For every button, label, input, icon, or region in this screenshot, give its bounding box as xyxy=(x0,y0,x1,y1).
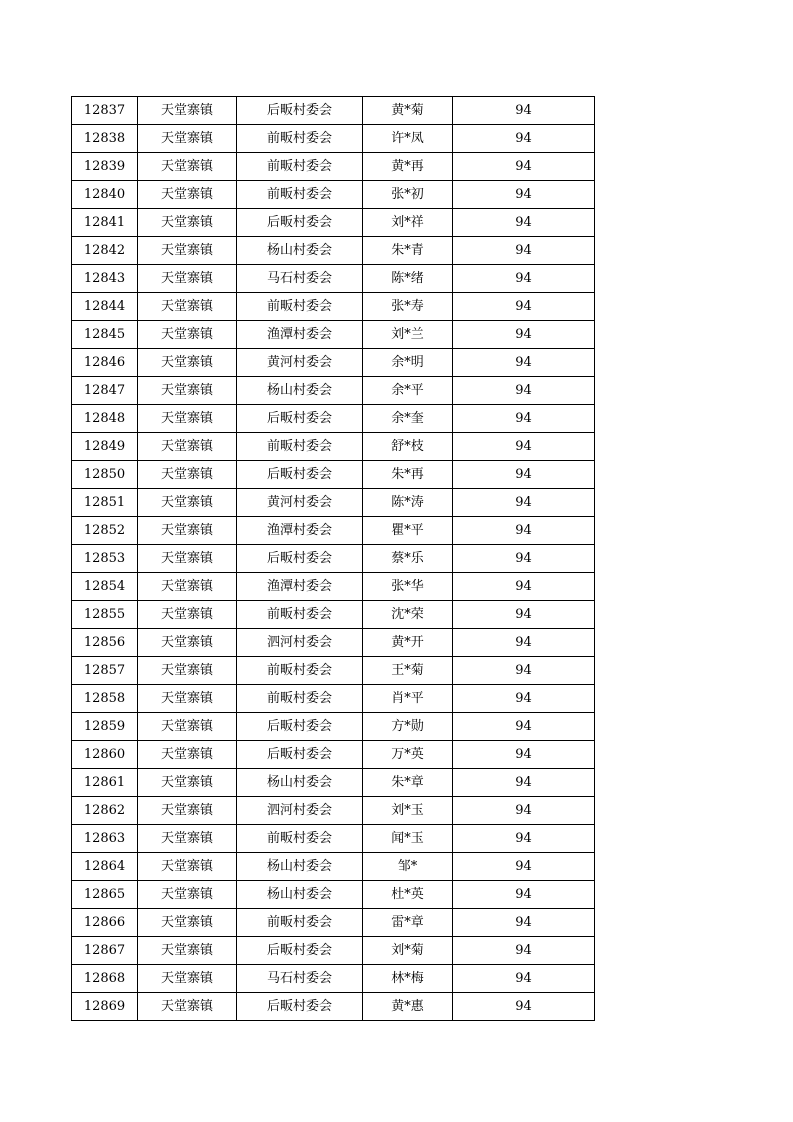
cell-id: 12841 xyxy=(72,209,138,237)
table-row xyxy=(72,937,595,965)
cell-score: 94 xyxy=(453,965,595,993)
cell-village: 马石村委会 xyxy=(237,265,363,293)
cell-village: 后畈村委会 xyxy=(237,741,363,769)
cell-id: 12860 xyxy=(72,741,138,769)
cell-village: 前畈村委会 xyxy=(237,181,363,209)
cell-id: 12866 xyxy=(72,909,138,937)
cell-town: 天堂寨镇 xyxy=(138,881,237,909)
cell-id: 12853 xyxy=(72,545,138,573)
cell-score: 94 xyxy=(453,405,595,433)
table-row xyxy=(72,461,595,489)
cell-id: 12851 xyxy=(72,489,138,517)
table-row xyxy=(72,97,595,125)
cell-town: 天堂寨镇 xyxy=(138,853,237,881)
cell-id: 12846 xyxy=(72,349,138,377)
cell-score: 94 xyxy=(453,629,595,657)
cell-id: 12859 xyxy=(72,713,138,741)
cell-name: 张*寿 xyxy=(363,293,453,321)
cell-score: 94 xyxy=(453,825,595,853)
cell-village: 泗河村委会 xyxy=(237,797,363,825)
cell-name: 余*明 xyxy=(363,349,453,377)
cell-score: 94 xyxy=(453,97,595,125)
table-row xyxy=(72,237,595,265)
cell-village: 后畈村委会 xyxy=(237,461,363,489)
table-row xyxy=(72,181,595,209)
cell-name: 蔡*乐 xyxy=(363,545,453,573)
cell-score: 94 xyxy=(453,685,595,713)
cell-village: 后畈村委会 xyxy=(237,713,363,741)
cell-id: 12867 xyxy=(72,937,138,965)
cell-name: 刘*祥 xyxy=(363,209,453,237)
cell-village: 马石村委会 xyxy=(237,965,363,993)
cell-name: 朱*章 xyxy=(363,769,453,797)
cell-name: 黄*开 xyxy=(363,629,453,657)
cell-town: 天堂寨镇 xyxy=(138,769,237,797)
cell-name: 刘*菊 xyxy=(363,937,453,965)
table-row xyxy=(72,265,595,293)
cell-village: 杨山村委会 xyxy=(237,881,363,909)
cell-village: 后畈村委会 xyxy=(237,993,363,1021)
cell-village: 前畈村委会 xyxy=(237,685,363,713)
table-row xyxy=(72,517,595,545)
cell-id: 12843 xyxy=(72,265,138,293)
cell-name: 张*初 xyxy=(363,181,453,209)
cell-name: 瞿*平 xyxy=(363,517,453,545)
cell-name: 陈*涛 xyxy=(363,489,453,517)
cell-village: 后畈村委会 xyxy=(237,545,363,573)
cell-name: 王*菊 xyxy=(363,657,453,685)
cell-id: 12847 xyxy=(72,377,138,405)
cell-score: 94 xyxy=(453,237,595,265)
cell-id: 12868 xyxy=(72,965,138,993)
cell-town: 天堂寨镇 xyxy=(138,573,237,601)
cell-name: 黄*再 xyxy=(363,153,453,181)
cell-id: 12845 xyxy=(72,321,138,349)
cell-id: 12855 xyxy=(72,601,138,629)
cell-score: 94 xyxy=(453,153,595,181)
cell-village: 前畈村委会 xyxy=(237,153,363,181)
cell-score: 94 xyxy=(453,517,595,545)
table-row xyxy=(72,433,595,461)
table-row xyxy=(72,853,595,881)
cell-id: 12850 xyxy=(72,461,138,489)
cell-id: 12838 xyxy=(72,125,138,153)
table-row xyxy=(72,825,595,853)
cell-score: 94 xyxy=(453,881,595,909)
cell-score: 94 xyxy=(453,601,595,629)
cell-village: 杨山村委会 xyxy=(237,237,363,265)
table-row xyxy=(72,601,595,629)
cell-name: 黄*菊 xyxy=(363,97,453,125)
cell-town: 天堂寨镇 xyxy=(138,489,237,517)
cell-village: 渔潭村委会 xyxy=(237,517,363,545)
cell-town: 天堂寨镇 xyxy=(138,629,237,657)
cell-village: 后畈村委会 xyxy=(237,209,363,237)
cell-name: 舒*枝 xyxy=(363,433,453,461)
cell-name: 张*华 xyxy=(363,573,453,601)
cell-id: 12861 xyxy=(72,769,138,797)
table-row xyxy=(72,797,595,825)
table-row xyxy=(72,909,595,937)
cell-town: 天堂寨镇 xyxy=(138,181,237,209)
cell-id: 12863 xyxy=(72,825,138,853)
cell-village: 黄河村委会 xyxy=(237,349,363,377)
cell-score: 94 xyxy=(453,489,595,517)
cell-score: 94 xyxy=(453,181,595,209)
cell-id: 12848 xyxy=(72,405,138,433)
cell-score: 94 xyxy=(453,321,595,349)
cell-village: 黄河村委会 xyxy=(237,489,363,517)
cell-name: 余*奎 xyxy=(363,405,453,433)
cell-score: 94 xyxy=(453,545,595,573)
cell-town: 天堂寨镇 xyxy=(138,377,237,405)
cell-town: 天堂寨镇 xyxy=(138,909,237,937)
cell-village: 前畈村委会 xyxy=(237,293,363,321)
cell-town: 天堂寨镇 xyxy=(138,265,237,293)
cell-village: 前畈村委会 xyxy=(237,601,363,629)
cell-id: 12856 xyxy=(72,629,138,657)
cell-village: 后畈村委会 xyxy=(237,405,363,433)
cell-score: 94 xyxy=(453,909,595,937)
cell-name: 刘*兰 xyxy=(363,321,453,349)
table-row xyxy=(72,629,595,657)
cell-town: 天堂寨镇 xyxy=(138,825,237,853)
cell-town: 天堂寨镇 xyxy=(138,601,237,629)
cell-town: 天堂寨镇 xyxy=(138,153,237,181)
table-row xyxy=(72,769,595,797)
cell-village: 前畈村委会 xyxy=(237,657,363,685)
cell-score: 94 xyxy=(453,797,595,825)
cell-name: 邹* xyxy=(363,853,453,881)
cell-score: 94 xyxy=(453,349,595,377)
cell-score: 94 xyxy=(453,433,595,461)
table-row xyxy=(72,545,595,573)
table-row xyxy=(72,657,595,685)
cell-name: 林*梅 xyxy=(363,965,453,993)
cell-town: 天堂寨镇 xyxy=(138,741,237,769)
cell-village: 杨山村委会 xyxy=(237,377,363,405)
cell-score: 94 xyxy=(453,657,595,685)
cell-score: 94 xyxy=(453,937,595,965)
cell-name: 方*勋 xyxy=(363,713,453,741)
table-row xyxy=(72,965,595,993)
cell-town: 天堂寨镇 xyxy=(138,993,237,1021)
cell-name: 杜*英 xyxy=(363,881,453,909)
cell-village: 后畈村委会 xyxy=(237,97,363,125)
cell-id: 12864 xyxy=(72,853,138,881)
table-row xyxy=(72,349,595,377)
cell-score: 94 xyxy=(453,769,595,797)
table-row xyxy=(72,153,595,181)
cell-town: 天堂寨镇 xyxy=(138,405,237,433)
cell-town: 天堂寨镇 xyxy=(138,125,237,153)
cell-name: 沈*荣 xyxy=(363,601,453,629)
cell-name: 许*凤 xyxy=(363,125,453,153)
cell-village: 前畈村委会 xyxy=(237,909,363,937)
table-row xyxy=(72,713,595,741)
cell-name: 闻*玉 xyxy=(363,825,453,853)
cell-name: 刘*玉 xyxy=(363,797,453,825)
cell-id: 12849 xyxy=(72,433,138,461)
cell-town: 天堂寨镇 xyxy=(138,965,237,993)
cell-id: 12839 xyxy=(72,153,138,181)
data-table xyxy=(71,96,595,1021)
cell-village: 渔潭村委会 xyxy=(237,321,363,349)
cell-town: 天堂寨镇 xyxy=(138,545,237,573)
cell-score: 94 xyxy=(453,461,595,489)
cell-name: 雷*章 xyxy=(363,909,453,937)
cell-village: 杨山村委会 xyxy=(237,769,363,797)
table-body xyxy=(72,97,595,1021)
cell-town: 天堂寨镇 xyxy=(138,797,237,825)
cell-town: 天堂寨镇 xyxy=(138,657,237,685)
cell-id: 12837 xyxy=(72,97,138,125)
cell-village: 前畈村委会 xyxy=(237,825,363,853)
table-row xyxy=(72,993,595,1021)
cell-village: 前畈村委会 xyxy=(237,125,363,153)
cell-score: 94 xyxy=(453,125,595,153)
cell-score: 94 xyxy=(453,265,595,293)
cell-name: 万*英 xyxy=(363,741,453,769)
cell-score: 94 xyxy=(453,853,595,881)
cell-town: 天堂寨镇 xyxy=(138,209,237,237)
cell-town: 天堂寨镇 xyxy=(138,685,237,713)
cell-village: 前畈村委会 xyxy=(237,433,363,461)
cell-id: 12858 xyxy=(72,685,138,713)
table-row xyxy=(72,321,595,349)
cell-id: 12869 xyxy=(72,993,138,1021)
cell-village: 渔潭村委会 xyxy=(237,573,363,601)
cell-village: 杨山村委会 xyxy=(237,853,363,881)
cell-town: 天堂寨镇 xyxy=(138,293,237,321)
table-row xyxy=(72,125,595,153)
cell-name: 黄*惠 xyxy=(363,993,453,1021)
cell-name: 余*平 xyxy=(363,377,453,405)
cell-town: 天堂寨镇 xyxy=(138,237,237,265)
cell-town: 天堂寨镇 xyxy=(138,517,237,545)
cell-town: 天堂寨镇 xyxy=(138,97,237,125)
cell-score: 94 xyxy=(453,741,595,769)
cell-score: 94 xyxy=(453,377,595,405)
table-row xyxy=(72,293,595,321)
cell-town: 天堂寨镇 xyxy=(138,321,237,349)
cell-id: 12865 xyxy=(72,881,138,909)
cell-name: 朱*青 xyxy=(363,237,453,265)
cell-score: 94 xyxy=(453,713,595,741)
table-row xyxy=(72,209,595,237)
cell-town: 天堂寨镇 xyxy=(138,937,237,965)
cell-village: 后畈村委会 xyxy=(237,937,363,965)
cell-id: 12844 xyxy=(72,293,138,321)
table-row xyxy=(72,377,595,405)
cell-id: 12840 xyxy=(72,181,138,209)
cell-score: 94 xyxy=(453,293,595,321)
table-row xyxy=(72,741,595,769)
cell-id: 12842 xyxy=(72,237,138,265)
cell-name: 肖*平 xyxy=(363,685,453,713)
cell-name: 朱*再 xyxy=(363,461,453,489)
cell-id: 12862 xyxy=(72,797,138,825)
cell-name: 陈*绪 xyxy=(363,265,453,293)
table-row xyxy=(72,881,595,909)
cell-town: 天堂寨镇 xyxy=(138,713,237,741)
cell-village: 泗河村委会 xyxy=(237,629,363,657)
cell-id: 12852 xyxy=(72,517,138,545)
table-row xyxy=(72,489,595,517)
cell-score: 94 xyxy=(453,209,595,237)
cell-town: 天堂寨镇 xyxy=(138,433,237,461)
table-row xyxy=(72,405,595,433)
table-row xyxy=(72,685,595,713)
cell-score: 94 xyxy=(453,573,595,601)
cell-score: 94 xyxy=(453,993,595,1021)
cell-id: 12857 xyxy=(72,657,138,685)
table-row xyxy=(72,573,595,601)
cell-town: 天堂寨镇 xyxy=(138,349,237,377)
cell-town: 天堂寨镇 xyxy=(138,461,237,489)
cell-id: 12854 xyxy=(72,573,138,601)
